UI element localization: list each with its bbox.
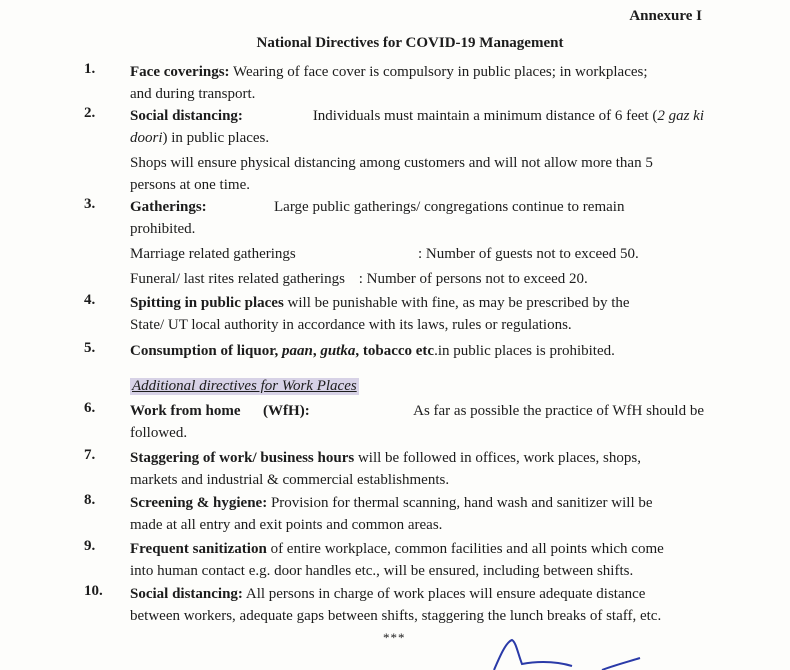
item-text: Provision for thermal scanning, hand wash and sanitizer will be	[267, 495, 653, 511]
item-heading: Gatherings:	[130, 199, 207, 215]
item-text: Wearing of face cover is compulsory in public places; in workplaces;	[229, 64, 648, 80]
item-heading: Spitting in public places	[130, 295, 284, 311]
item-number: 10.	[84, 583, 103, 599]
document-title: National Directives for COVID-19 Management	[256, 35, 564, 51]
item-text: .in public places is prohibited.	[434, 343, 615, 359]
item-text: will be followed in offices, work places, shops,	[354, 450, 641, 466]
item-text: of entire workplace, common facilities and all points which come	[266, 541, 664, 557]
item-number: 1.	[84, 61, 96, 77]
item-text: Large public gatherings/ congregations continue to remain	[274, 199, 625, 215]
item-number: 2.	[84, 105, 96, 121]
item-text: Shops will ensure physical distancing among customers and will not allow more than 5	[130, 155, 653, 171]
item-text: prohibited.	[130, 221, 196, 237]
item-heading: Frequent sanitization	[130, 541, 267, 557]
annexure-label: Annexure I	[629, 8, 702, 24]
item-text: persons at one time.	[130, 177, 250, 193]
item-heading: Screening & hygiene:	[130, 495, 268, 511]
item-text: between workers, adequate gaps between shifts, staggering the lunch breaks of staff, etc.	[130, 608, 662, 624]
item-text: into human contact e.g. door handles etc., will be ensured, including between shifts.	[130, 563, 634, 579]
section-heading: Additional directives for Work Places	[132, 378, 357, 394]
signature-mark	[492, 636, 652, 670]
item-text: will be punishable with fine, as may be prescribed by the	[283, 295, 630, 311]
item-text: ) in public places.	[162, 130, 270, 146]
item-text: Individuals must maintain a minimum distance of 6 feet (	[312, 108, 658, 124]
item-number: 4.	[84, 292, 96, 308]
item-italic: 2 gaz ki	[657, 108, 704, 124]
item-heading: Consumption of liquor, paan, gutka, tobacco etc	[130, 343, 435, 359]
item-number: 5.	[84, 340, 96, 356]
item-heading: Social distancing:	[130, 586, 243, 602]
item-heading: Face coverings:	[130, 64, 230, 80]
end-marker: ***	[383, 630, 406, 645]
item-number: 9.	[84, 538, 96, 554]
item-text: As far as possible the practice of WfH should be	[413, 403, 704, 419]
item-number: 3.	[84, 196, 96, 212]
item-number: 7.	[84, 447, 96, 463]
sub-label: Marriage related gatherings	[130, 246, 296, 262]
item-text: markets and industrial & commercial establishments.	[130, 472, 450, 488]
item-text: followed.	[130, 425, 188, 441]
item-italic: doori	[130, 130, 163, 146]
sub-value: : Number of persons not to exceed 20.	[358, 271, 588, 287]
item-heading: Staggering of work/ business hours	[130, 450, 355, 466]
item-number: 8.	[84, 492, 96, 508]
sub-value: : Number of guests not to exceed 50.	[418, 246, 639, 262]
item-text: State/ UT local authority in accordance with its laws, rules or regulations.	[130, 317, 572, 333]
sub-label: Funeral/ last rites related gatherings	[130, 271, 345, 287]
item-text: and during transport.	[130, 86, 256, 102]
item-number: 6.	[84, 400, 96, 416]
item-heading: (WfH):	[263, 403, 310, 419]
item-heading: Social distancing:	[130, 108, 243, 124]
item-text: All persons in charge of work places will ensure adequate distance	[242, 586, 646, 602]
item-text: made at all entry and exit points and common areas.	[130, 517, 443, 533]
item-heading: Work from home	[130, 403, 241, 419]
